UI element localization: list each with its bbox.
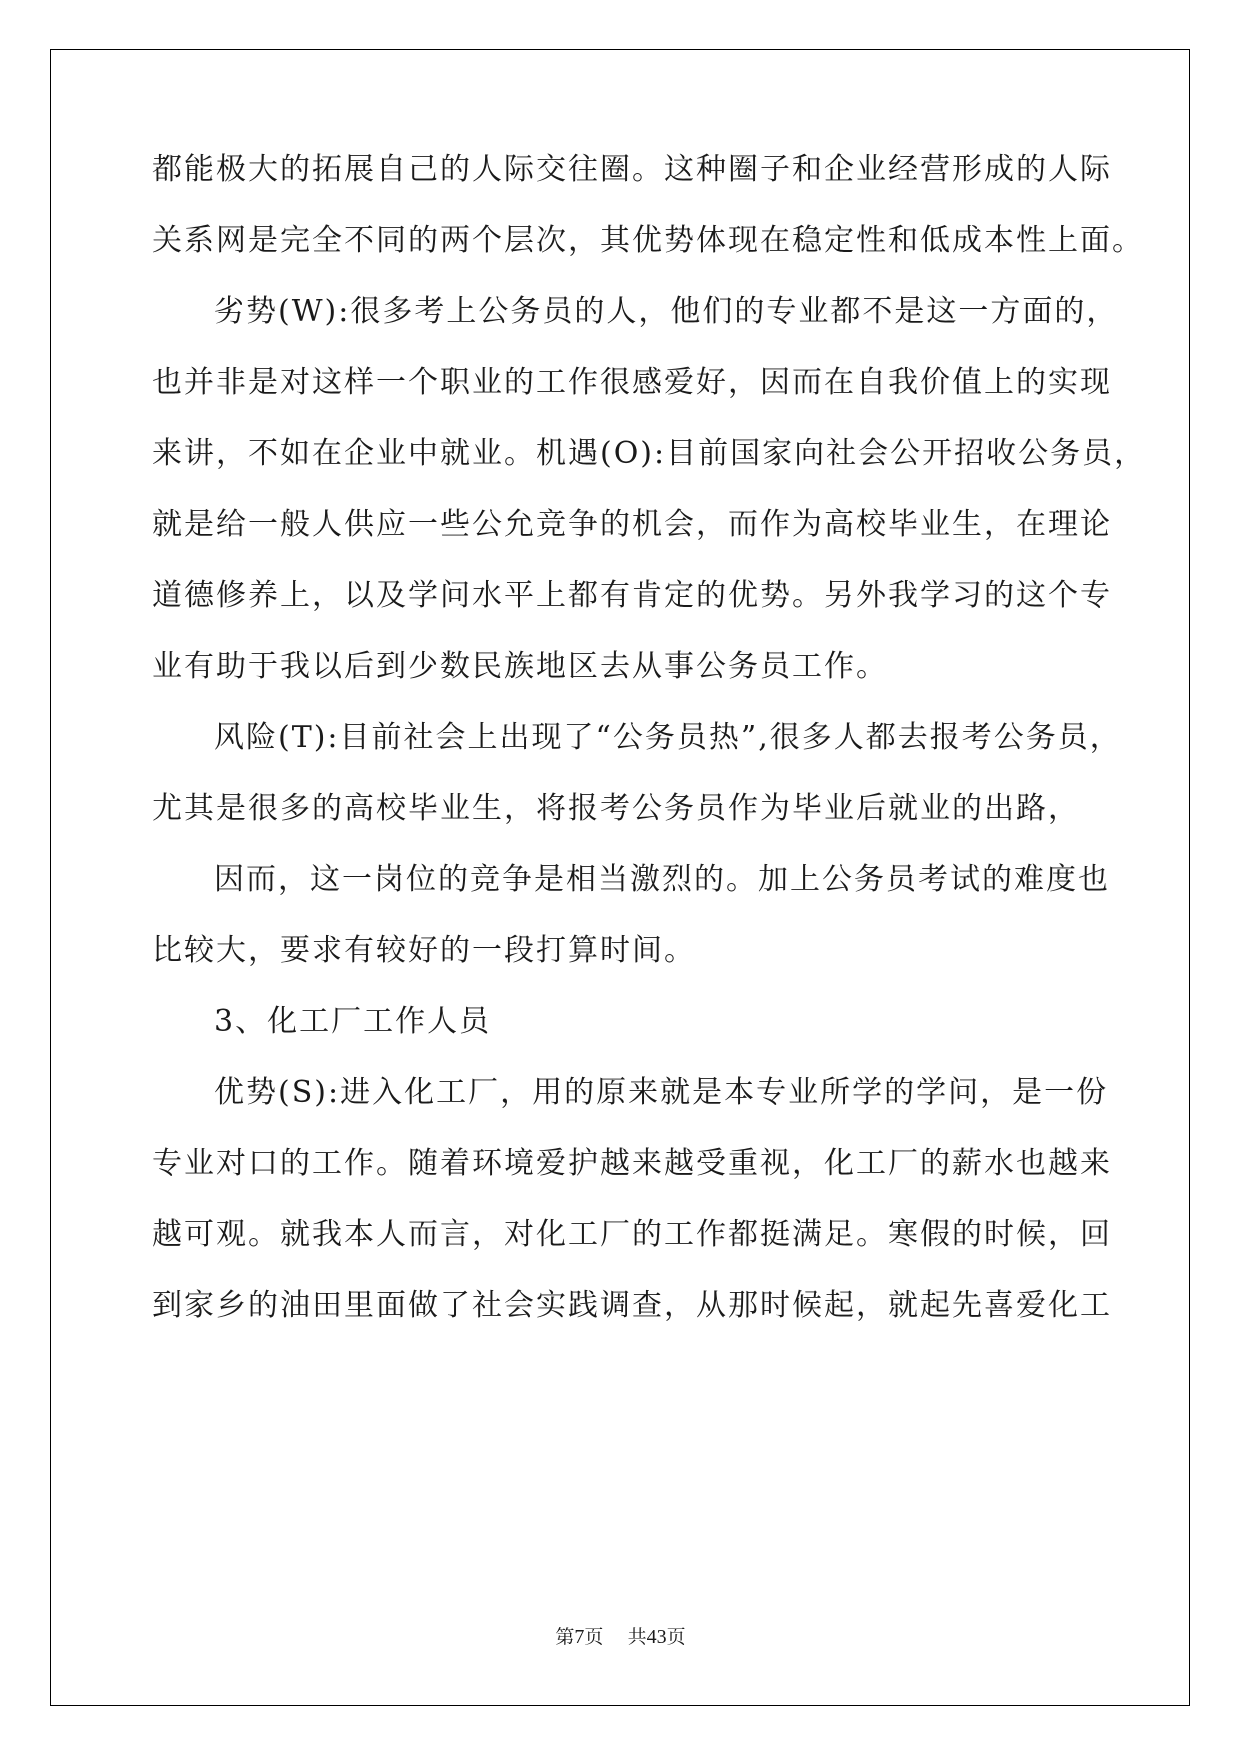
text-line: 越可观。就我本人而言，对化工厂的工作都挺满足。寒假的时候，回 — [152, 1217, 1112, 1252]
total-pages: 43 — [646, 1626, 667, 1648]
footer-page-suffix: 页 — [584, 1626, 604, 1648]
text-line: 专业对口的工作。随着环境爱护越来越受重视，化工厂的薪水也越来 — [152, 1146, 1112, 1181]
footer-total-prefix: 共 — [627, 1626, 647, 1648]
text-line: 关系网是完全不同的两个层次，其优势体现在稳定性和低成本性上面。 — [152, 223, 1144, 258]
text-line: 道德修养上，以及学问水平上都有肯定的优势。另外我学习的这个专 — [152, 578, 1112, 613]
text-line: 尤其是很多的高校毕业生，将报考公务员作为毕业后就业的出路， — [152, 791, 1080, 826]
text-line: 劣势(W):很多考上公务员的人，他们的专业都不是这一方面的， — [214, 294, 1119, 329]
text-line: 也并非是对这样一个职业的工作很感爱好，因而在自我价值上的实现 — [152, 365, 1112, 400]
footer-prefix: 第 — [555, 1626, 575, 1648]
footer-total-suffix: 页 — [666, 1626, 686, 1648]
text-line: 就是给一般人供应一些公允竞争的机会，而作为高校毕业生，在理论 — [152, 507, 1112, 542]
text-line: 来讲，不如在企业中就业。机遇(O):目前国家向社会公开招收公务员， — [152, 436, 1147, 471]
text-line: 比较大，要求有较好的一段打算时间。 — [152, 933, 696, 968]
text-line: 到家乡的油田里面做了社会实践调查，从那时候起，就起先喜爱化工 — [152, 1288, 1112, 1323]
section-heading: 3、化工厂工作人员 — [214, 1004, 492, 1039]
text-line: 因而，这一岗位的竞争是相当激烈的。加上公务员考试的难度也 — [214, 862, 1110, 897]
text-line: 优势(S):进入化工厂，用的原来就是本专业所学的学问，是一份 — [214, 1075, 1109, 1110]
text-line: 风险(T):目前社会上出现了“公务员热”,很多人都去报考公务员， — [214, 720, 1122, 755]
text-line: 都能极大的拓展自己的人际交往圈。这种圈子和企业经营形成的人际 — [152, 152, 1112, 187]
page-footer — [0, 1625, 1241, 1649]
page-number: 7 — [574, 1626, 585, 1648]
text-line: 业有助于我以后到少数民族地区去从事公务员工作。 — [152, 649, 888, 684]
